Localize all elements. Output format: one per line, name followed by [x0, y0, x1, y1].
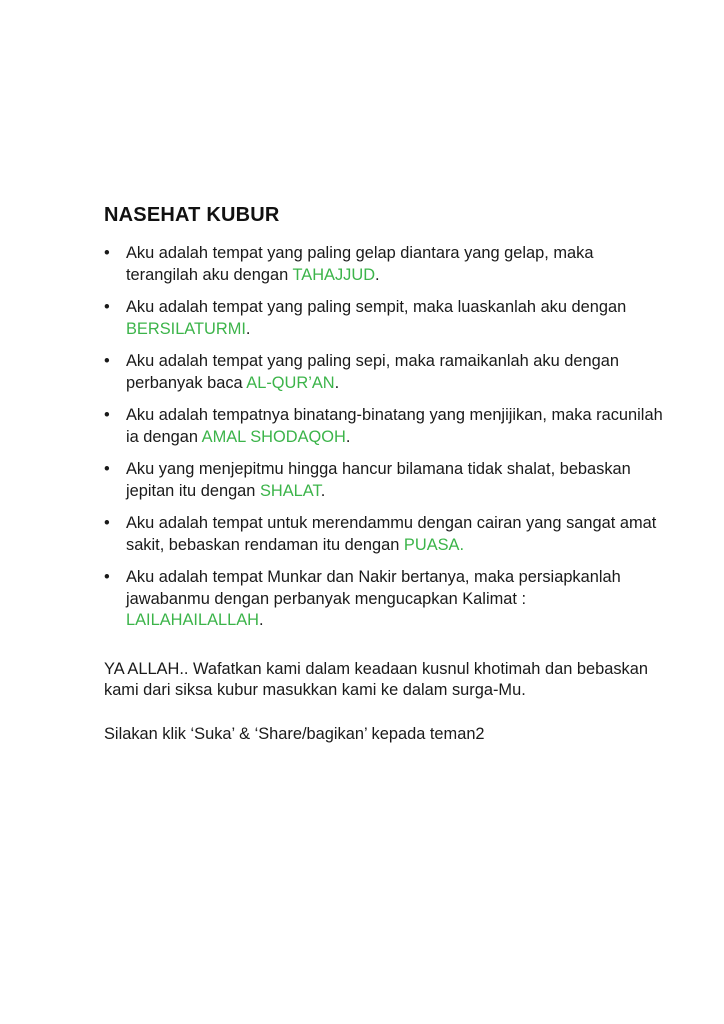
list-item: [104, 567, 664, 632]
item-highlight: PUASA.: [403, 535, 465, 554]
item-text: Aku yang menjepitmu hingga hancur bilamana tidak shalat, bebaskan jepitan itu dengan: [126, 460, 631, 500]
bullet-icon: •: [104, 568, 110, 586]
item-text: Aku adalah tempat yang paling gelap diantara yang gelap, maka terangilah aku dengan: [126, 244, 594, 284]
item-suffix: .: [259, 611, 264, 629]
item-suffix: .: [320, 481, 326, 500]
advice-list: [104, 243, 664, 632]
list-item: [104, 297, 664, 340]
list-item: [104, 351, 664, 394]
bullet-icon: •: [104, 460, 110, 478]
item-highlight: LAILAHAILALLAH: [126, 611, 260, 629]
item-suffix: .: [334, 373, 340, 392]
item-text: Aku adalah tempat Munkar dan Nakir bertanya, maka persiapkanlah jawabanmu dengan perbanyak mengucapkan Kalimat :: [126, 568, 621, 608]
bullet-icon: •: [104, 244, 110, 262]
item-highlight: BERSILATURMI: [126, 319, 246, 338]
list-item: [104, 513, 664, 556]
item-highlight: AL-QUR’AN: [246, 373, 335, 392]
item-text: Aku adalah tempat untuk merendammu dengan cairan yang sangat amat sakit, bebaskan rendaman itu dengan: [126, 514, 657, 554]
list-item: [104, 459, 664, 502]
item-highlight: SHALAT: [259, 481, 321, 500]
item-text: Aku adalah tempat yang paling sepi, maka ramaikanlah aku dengan perbanyak baca: [126, 352, 619, 392]
bullet-icon: •: [104, 352, 110, 370]
item-text: Aku adalah tempat yang paling sempit, maka luaskanlah aku dengan: [126, 298, 627, 316]
bullet-icon: •: [104, 298, 110, 316]
item-suffix: .: [345, 427, 351, 446]
item-suffix: .: [245, 319, 251, 338]
item-highlight: AMAL SHODAQOH: [201, 427, 346, 446]
item-suffix: .: [375, 265, 380, 284]
item-highlight: TAHAJJUD: [292, 265, 376, 284]
bullet-icon: •: [104, 514, 110, 532]
closing-prayer: YA ALLAH.. Wafatkan kami dalam keadaan kusnul khotimah dan bebaskan kami dari siksa kubur masukkan kami ke dalam surga-Mu.: [104, 659, 648, 699]
document-body: [104, 204, 664, 761]
list-item: [104, 405, 664, 448]
share-note: Silakan klik ‘Suka’ & ‘Share/bagikan’ kepada teman2: [104, 724, 485, 743]
item-text: Aku adalah tempatnya binatang-binatang yang menjijikan, maka racunilah ia dengan: [126, 406, 663, 446]
page-title: NASEHAT KUBUR: [104, 204, 280, 226]
bullet-icon: •: [104, 406, 110, 424]
list-item: [104, 243, 664, 286]
